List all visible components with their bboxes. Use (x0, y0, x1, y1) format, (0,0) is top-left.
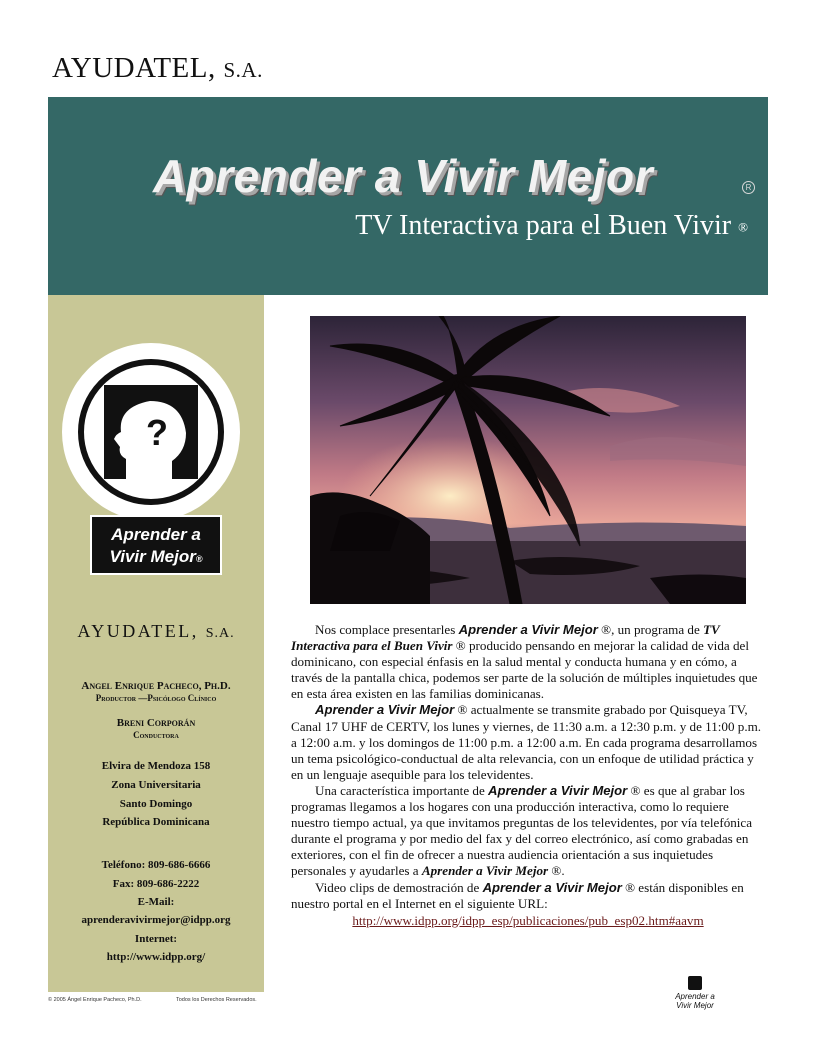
p1-text-c: ® producido pensando en mejorar la calidad de vida del dominicano, con especial énfasis en la salud mental y conducta humana y en cómo, a través de la pantalla chica, podemos ser parte de la solución de múltiples inquietudes que en esta área existen en las familias dominicanas. (291, 638, 758, 702)
footer-rights: Todos los Derechos Reservados. (176, 997, 257, 1003)
logo-badge-line2-text: Vivir Mejor (109, 547, 196, 566)
footer-logo-line2: Vivir Mejor (676, 1001, 714, 1010)
company-name: AYUDATEL, (52, 52, 216, 84)
head-silhouette-graphic (104, 385, 198, 479)
phone: Teléfono: 809-686-6666 (101, 859, 211, 871)
p4-text-b: ® están disponibles en nuestro portal en el Internet en el siguiente URL: (291, 879, 744, 911)
logo-ring (62, 343, 240, 521)
sunset-palm-illustration (310, 316, 746, 604)
email-link[interactable]: aprenderavivirmejor@idpp.org (81, 914, 231, 926)
logo-badge-line2 (92, 546, 220, 570)
footer-logo-line1: Aprender a (675, 992, 715, 1001)
p1-brand: Aprender a Vivir Mejor (458, 622, 598, 637)
banner-subtitle-mark: ® (738, 219, 748, 235)
body-text (291, 622, 765, 929)
company-suffix: S.A. (223, 58, 263, 82)
email-label: E-Mail: (137, 896, 175, 908)
paragraph-2 (291, 702, 765, 782)
banner-title: Aprender a Vivir Mejor (152, 150, 654, 202)
sidebar-company (48, 621, 264, 642)
banner-title-mark: R (742, 181, 755, 194)
title-banner (48, 97, 768, 295)
logo-badge (90, 515, 222, 575)
p1-tv: TV Interactiva para el Buen Vivir (291, 622, 720, 654)
footer-logo (660, 976, 730, 1010)
sidebar-company-suffix: S.A. (205, 626, 235, 641)
producer-role: Productor —Psicólogo Clínico (95, 693, 217, 703)
logo-badge-line1: Aprender a (111, 525, 201, 544)
sunset-palm-photo (310, 316, 746, 604)
p3-brand-2: Aprender a Vivir Mejor (421, 863, 549, 879)
internet-label: Internet: (134, 933, 178, 945)
head-silhouette-icon (104, 385, 198, 479)
sidebar (48, 295, 264, 992)
address-line-4: República Dominicana (102, 816, 210, 828)
p3-text-a: Una característica importante de (315, 782, 489, 798)
question-mark: ? (146, 412, 168, 453)
p1-text-a: Nos complace presentarles (315, 622, 459, 637)
logo-badge-mark: ® (195, 554, 203, 564)
p2-text-a: ® actualmente se transmite grabado por Quisqueya TV, Canal 17 UHF de CERTV, los lunes y viernes, de 11:30 a.m. a 12:30 p.m. y de 11:00 p.m. a 12:00 a.m. y los domingos de 11:00 p.m. a 12:00 a.m. En cada programa desarrollamos un tema psicológico-conductual de alta relevancia, con un enfoque de utilidad práctica y en un lenguaje asequible para los televidentes. (291, 702, 762, 782)
head-icon (688, 976, 702, 990)
url-line (291, 913, 765, 929)
host-name: Breni Corporán (116, 717, 196, 729)
p3-text-b: ® es que al grabar los programas llegamos a los hogares con una producción interactiva, como lo requiere nuestro tiempo actual, ya que invitamos preguntas de los televidentes, por vía telefónica durante el programa y por medio del fax y del correo electrónico, así como grabadas en exteriores, con el fin de ofrecer a nuestra audiencia orientación a sus inquietudes personales y ayudarles a (291, 782, 753, 879)
sidebar-company-name: AYUDATEL, (77, 621, 199, 641)
p3-text-c: ®. (548, 863, 565, 879)
address-line-2: Zona Universitaria (111, 779, 201, 791)
p1-text-b: ®, un programa de (597, 622, 704, 637)
banner-subtitle (355, 210, 748, 242)
address-line-1: Elvira de Mendoza 158 (101, 760, 211, 772)
paragraph-1 (291, 622, 765, 702)
paragraph-4 (291, 880, 765, 912)
p4-text-a: Video clips de demostración de (315, 879, 483, 895)
demo-url-link[interactable]: http://www.idpp.org/idpp_esp/publicaciones/pub_esp02.htm#aavm (352, 912, 704, 928)
p3-brand: Aprender a Vivir Mejor (488, 782, 628, 798)
p2-brand: Aprender a Vivir Mejor (315, 702, 455, 718)
fax: Fax: 809-686-2222 (112, 878, 200, 890)
footer-copyright: © 2005 Ángel Enrique Pacheco, Ph.D. (48, 997, 142, 1003)
p4-brand: Aprender a Vivir Mejor (482, 879, 622, 895)
producer-name: Angel Enrique Pacheco, Ph.D. (81, 680, 231, 692)
paragraph-3 (291, 783, 765, 880)
company-header (52, 52, 263, 85)
banner-subtitle-text: TV Interactiva para el Buen Vivir (355, 210, 732, 241)
website-link[interactable]: http://www.idpp.org/ (106, 951, 206, 963)
host-role: Conductora (133, 730, 179, 740)
address-line-3: Santo Domingo (119, 798, 193, 810)
